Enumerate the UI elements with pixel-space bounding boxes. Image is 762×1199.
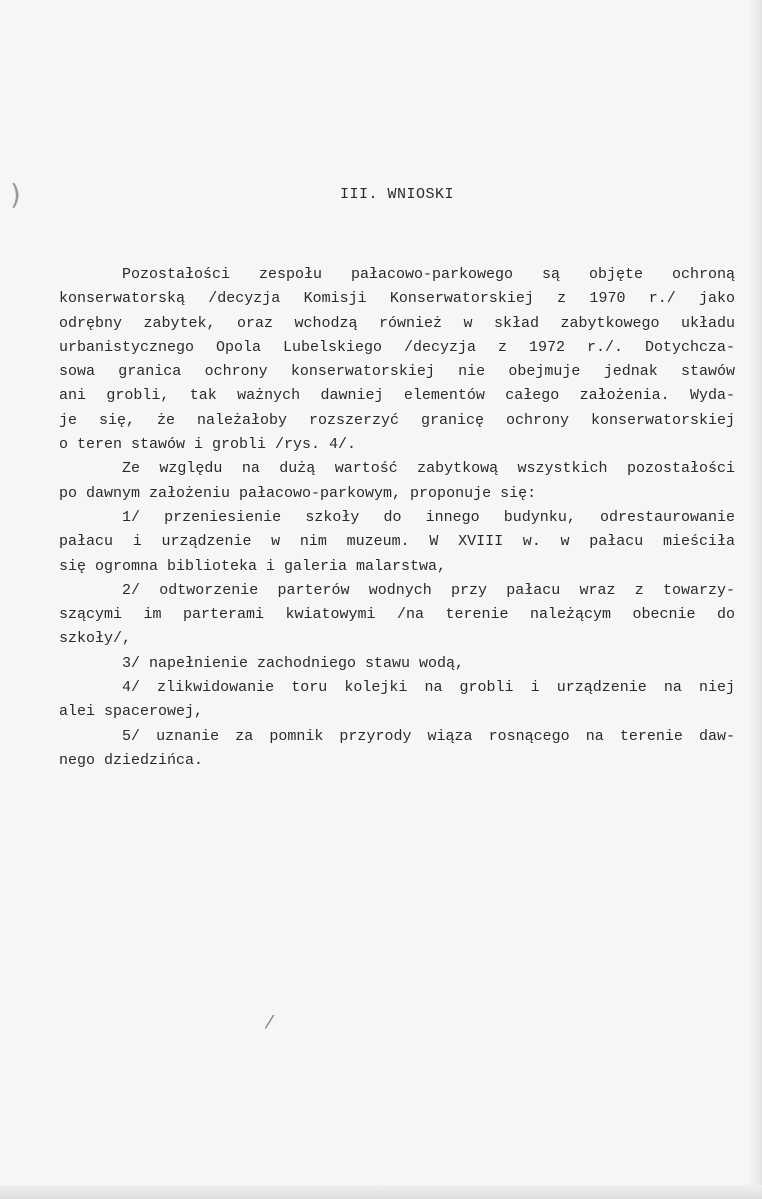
text-line-2: konserwatorską /decyzja Komisji Konserwatorskiej z 1970 r./ jako	[59, 290, 735, 308]
text-line-19: alei spacerowej,	[59, 703, 204, 721]
text-line-9: Ze względu na dużą wartość zabytkową wszystkich pozostałości	[122, 460, 735, 478]
margin-stroke-mark: )	[10, 178, 21, 211]
text-line-15: szącymi im parterami kwiatowymi /na terenie należącym obecnie do	[59, 606, 735, 624]
text-line-17: 3/ napełnienie zachodniego stawu wodą,	[122, 654, 465, 672]
section-heading: III. WNIOSKI	[339, 186, 455, 203]
text-line-8: o teren stawów i grobli /rys. 4/.	[59, 436, 357, 454]
text-line-18: 4/ zlikwidowanie toru kolejki na grobli i urządzenie na niej	[122, 679, 735, 697]
text-line-11: 1/ przeniesienie szkoły do innego budynku, odrestaurowanie	[122, 508, 735, 526]
text-line-5: sowa granica ochrony konserwatorskiej nie obejmuje jednak stawów	[59, 363, 735, 381]
text-line-16: szkoły/,	[59, 630, 132, 648]
body-text	[59, 263, 735, 773]
stray-pen-mark: ⁄	[268, 1012, 272, 1033]
text-line-7: je się, że należałoby rozszerzyć granicę ochrony konserwatorskiej	[59, 411, 735, 429]
text-line-14: 2/ odtworzenie parterów wodnych przy pałacu wraz z towarzy-	[122, 581, 735, 599]
text-line-20: 5/ uznanie za pomnik przyrody wiąza rosnącego na terenie daw-	[122, 727, 735, 745]
text-line-21: nego dziedzińca.	[59, 751, 204, 769]
text-line-10: po dawnym założeniu pałacowo-parkowym, proponuje się:	[59, 484, 537, 502]
text-line-6: ani grobli, tak ważnych dawniej elementów całego założenia. Wyda-	[59, 387, 735, 405]
text-line-13: się ogromna biblioteka i galeria malarstwa,	[59, 557, 447, 575]
page-edge-right	[750, 0, 762, 1199]
text-line-3: odrębny zabytek, oraz wchodzą również w skład zabytkowego układu	[59, 314, 735, 332]
text-line-4: urbanistycznego Opola Lubelskiego /decyzja z 1972 r./. Dotychcza-	[59, 338, 735, 356]
page-edge-bottom	[0, 1185, 762, 1199]
text-line-12: pałacu i urządzenie w nim muzeum. W XVIII w. w pałacu mieściła	[59, 533, 735, 551]
text-line-1: Pozostałości zespołu pałacowo-parkowego są objęte ochroną	[122, 266, 735, 283]
